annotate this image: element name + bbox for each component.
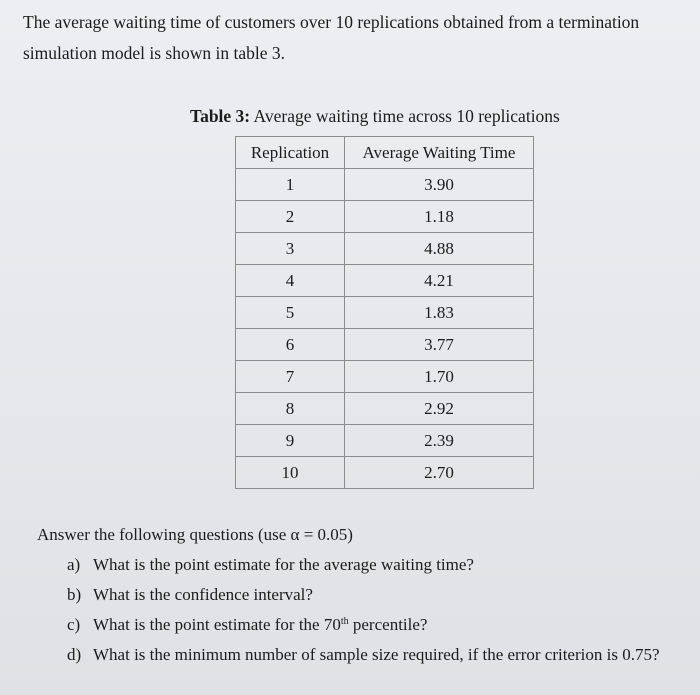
question-item xyxy=(67,550,697,580)
cell-average: 3.77 xyxy=(345,329,534,361)
question-text: What is the point estimate for the average waiting time? xyxy=(93,555,474,574)
cell-average: 3.90 xyxy=(345,169,534,201)
question-item xyxy=(67,610,697,640)
table-row xyxy=(236,457,534,489)
cell-replication: 5 xyxy=(236,297,345,329)
question-label: a) xyxy=(67,555,81,574)
cell-average: 4.21 xyxy=(345,265,534,297)
table-caption-label: Table 3: xyxy=(190,106,251,126)
table-caption xyxy=(190,106,560,127)
table-header-row xyxy=(236,137,534,169)
table-row xyxy=(236,169,534,201)
cell-average: 1.70 xyxy=(345,361,534,393)
intro-paragraph: The average waiting time of customers over 10 replications obtained from a termination simulation model is shown in table 3. xyxy=(23,12,640,63)
table-row xyxy=(236,265,534,297)
cell-average: 2.70 xyxy=(345,457,534,489)
header-average-waiting-time: Average Waiting Time xyxy=(345,137,534,169)
table-row xyxy=(236,201,534,233)
table-row xyxy=(236,297,534,329)
cell-average: 4.88 xyxy=(345,233,534,265)
cell-average: 2.39 xyxy=(345,425,534,457)
question-item xyxy=(67,580,697,610)
cell-replication: 3 xyxy=(236,233,345,265)
question-label: d) xyxy=(67,645,82,664)
question-text-before: What is the point estimate for the 70 xyxy=(93,615,341,634)
question-text-after: percentile? xyxy=(348,615,428,634)
cell-replication: 8 xyxy=(236,393,345,425)
cell-average: 2.92 xyxy=(345,393,534,425)
header-replication: Replication xyxy=(236,137,345,169)
cell-replication: 1 xyxy=(236,169,345,201)
cell-replication: 9 xyxy=(236,425,345,457)
ordinal-suffix: th xyxy=(340,616,349,627)
question-text: What is the confidence interval? xyxy=(93,585,313,604)
cell-replication: 2 xyxy=(236,201,345,233)
cell-replication: 7 xyxy=(236,361,345,393)
waiting-time-table xyxy=(235,136,534,489)
table-row xyxy=(236,393,534,425)
question-label: b) xyxy=(67,585,82,604)
table-row xyxy=(236,361,534,393)
table-row xyxy=(236,425,534,457)
questions-section xyxy=(37,520,697,670)
table-row xyxy=(236,329,534,361)
question-item xyxy=(67,640,697,670)
table-caption-text: Average waiting time across 10 replications xyxy=(250,106,560,126)
question-label: c) xyxy=(67,615,81,634)
questions-prompt: Answer the following questions (use α = 0.05) xyxy=(37,525,353,544)
table-row xyxy=(236,233,534,265)
cell-average: 1.83 xyxy=(345,297,534,329)
cell-replication: 6 xyxy=(236,329,345,361)
question-list xyxy=(37,550,697,670)
question-text: What is the minimum number of sample size required, if the error criterion is 0.75? xyxy=(93,645,660,664)
cell-replication: 10 xyxy=(236,457,345,489)
cell-replication: 4 xyxy=(236,265,345,297)
cell-average: 1.18 xyxy=(345,201,534,233)
